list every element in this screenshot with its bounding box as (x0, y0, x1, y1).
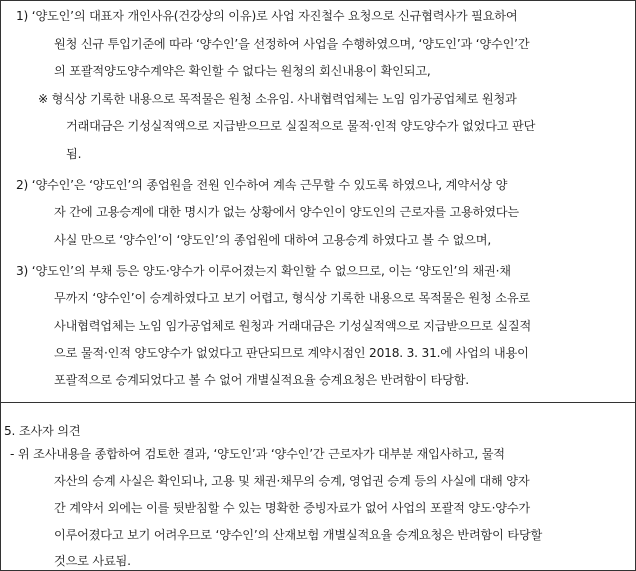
item-1-line-1: 1) ‘양도인’의 대표자 개인사유(건강상의 이유)로 사업 자진철수 요청으로 신규협력사가 필요하여 (16, 9, 518, 23)
item-3-line-3: 사내협력업체는 노임 임가공업체로 원청과 거래대금은 기성실적액으로 지급받으므로 실질적 (54, 319, 532, 333)
opinion-line-5: 것으로 사료됨. (54, 554, 131, 568)
item-3-line-5: 포괄적으로 승계되었다고 볼 수 없어 개별실적요율 승계요청은 반려함이 타당함. (54, 373, 469, 387)
item-3-line-1: 3) ‘양도인’의 부채 등은 양도·양수가 이루어졌는지 확인할 수 없으므로, 이는 ‘양도인’의 채권·채 (16, 264, 511, 278)
item-2-line-2: 자 간에 고용승계에 대한 명시가 없는 상황에서 양수인이 양도인의 근로자를 고용하였다는 (54, 205, 519, 219)
item-1-note-line-2: 거래대금은 기성실적액으로 지급받으므로 실질적으로 물적·인적 양도양수가 없었다고 판단 (66, 119, 536, 133)
opinion-line-3: 간 계약서 외에는 이를 뒷받침할 수 있는 명확한 증빙자료가 없어 사업의 포괄적 양도·양수가 (54, 501, 530, 515)
item-1-line-2: 원청 신규 투입기준에 따라 ‘양수인’을 선정하여 사업을 수행하였으며, ‘양도인’과 ‘양수인’간 (54, 37, 530, 51)
opinion-line-2: 자산의 승계 사실은 확인되나, 고용 및 채권·채무의 승계, 영업권 승계 등의 사실에 대해 양자 (54, 474, 530, 488)
item-3-line-4: 으로 물적·인적 양도양수가 없었다고 판단되므로 계약시점인 2018. 3. 31.에 사업의 내용이 (54, 346, 529, 360)
item-2-line-1: 2) ‘양수인’은 ‘양도인’의 종업원을 전원 인수하여 계속 근무할 수 있도록 하였으나, 계약서상 양 (16, 178, 508, 192)
item-1-note-line-1: ※ 형식상 기록한 내용으로 목적물은 원청 소유임. 사내협력업체는 노임 임가공업체로 원청과 (38, 92, 517, 106)
section-heading: 5. 조사자 의견 (4, 424, 81, 438)
item-1-note-line-3: 됨. (66, 147, 82, 161)
item-2-line-3: 사실 만으로 ‘양수인’이 ‘양도인’의 종업원에 대하여 고용승계 하였다고 볼 수 없으며, (54, 233, 492, 247)
item-1-line-3: 의 포괄적양도양수계약은 확인할 수 없다는 원청의 회신내용이 확인되고, (54, 64, 431, 78)
opinion-line-4: 이루어졌다고 보기 어려우므로 ‘양수인’의 산재보험 개별실적요율 승계요청은 반려함이 타당할 (54, 528, 543, 542)
item-3-line-2: 무까지 ‘양수인’이 승계하였다고 보기 어렵고, 형식상 기록한 내용으로 목적물은 원청 소유로 (54, 291, 530, 305)
section-divider (0, 402, 636, 403)
opinion-line-1: - 위 조사내용을 종합하여 검토한 결과, ‘양도인’과 ‘양수인’간 근로자가 대부분 재입사하고, 물적 (10, 447, 505, 461)
